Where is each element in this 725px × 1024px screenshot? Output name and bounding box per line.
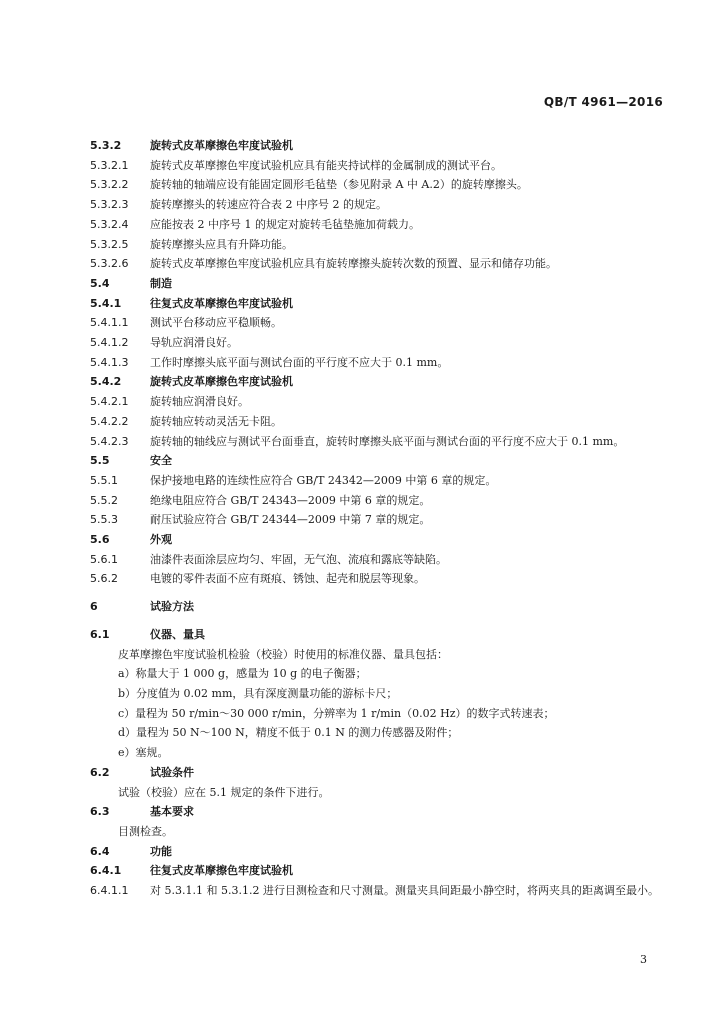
clause-text: 往复式皮革摩擦色牢度试验机 <box>150 296 293 310</box>
clause-5-4-1-3 <box>90 353 670 373</box>
clause-text: 保护接地电路的连续性应符合 GB/T 24342—2009 中第 6 章的规定。 <box>150 473 497 487</box>
clause-number: 5.3.2 <box>90 139 122 152</box>
clause-text: 仪器、量具 <box>150 627 205 641</box>
clause-text: 耐压试验应符合 GB/T 24344—2009 中第 7 章的规定。 <box>150 513 431 527</box>
paragraph-line <box>90 723 670 743</box>
clause-5-3-2-3 <box>90 195 670 215</box>
document-body <box>90 136 670 901</box>
clause-text: 旋转轴的轴线应与测试平台面垂直，旋转时摩擦头底平面与测试台面的平行度不应大于 0.1 mm。 <box>150 434 625 448</box>
clause-text: 导轨应润滑良好。 <box>150 336 238 350</box>
clause-6 <box>90 597 670 617</box>
clause-number: 6.4.1 <box>90 864 122 878</box>
clause-number: 6.4 <box>90 844 110 858</box>
clause-text: 测试平台移动应平稳顺畅。 <box>150 316 282 330</box>
clause-text: 试验条件 <box>150 765 194 779</box>
clause-number: 5.4.1.2 <box>90 336 129 350</box>
clause-text: 旋转式皮革摩擦色牢度试验机 <box>150 375 293 389</box>
clause-text: 旋转式皮革摩擦色牢度试验机 <box>150 139 293 152</box>
clause-text: 功能 <box>150 844 172 858</box>
clause-5-3-2-4 <box>90 215 670 235</box>
clause-number: 5.3.2.5 <box>90 237 129 251</box>
clause-text: 应能按表 2 中序号 1 的规定对旋转毛毡垫施加荷载力。 <box>150 217 420 231</box>
paragraph-line <box>90 822 670 842</box>
page-number: 3 <box>640 953 647 966</box>
clause-5-3-2 <box>90 136 670 156</box>
clause-text: 对 5.3.1.1 和 5.3.1.2 进行目测检查和尺寸测量。测量夹具间距最小静空时，将两夹具的距离调至最小。 <box>150 884 659 898</box>
clause-text: 旋转摩擦头的转速应符合表 2 中序号 2 的规定。 <box>150 198 387 212</box>
clause-5-4-2-1 <box>90 392 670 412</box>
paragraph-line <box>90 664 670 684</box>
clause-text: 绝缘电阻应符合 GB/T 24343—2009 中第 6 章的规定。 <box>150 493 431 507</box>
clause-number: 5.5.2 <box>90 493 118 507</box>
clause-text: 工作时摩擦头底平面与测试台面的平行度不应大于 0.1 mm。 <box>150 355 449 369</box>
paragraph-line <box>90 783 670 803</box>
clause-number: 5.3.2.3 <box>90 198 129 212</box>
standard-code-header: QB/T 4961—2016 <box>543 95 663 109</box>
clause-number: 5.3.2.1 <box>90 158 129 172</box>
clause-6-4-1-1 <box>90 881 670 901</box>
clause-text: 试验方法 <box>150 600 194 614</box>
clause-number: 5.4.2 <box>90 375 122 389</box>
clause-number: 5.4.2.3 <box>90 434 129 448</box>
clause-text: 基本要求 <box>150 805 194 819</box>
clause-5-4-2-2 <box>90 412 670 432</box>
clause-text: 皮革摩擦色牢度试验机检验（校验）时使用的标准仪器、量具包括： <box>118 647 448 661</box>
clause-6-4 <box>90 842 670 862</box>
clause-text: 电镀的零件表面不应有斑痕、锈蚀、起壳和脱层等现象。 <box>150 572 425 586</box>
clause-6-3 <box>90 802 670 822</box>
clause-text: 旋转式皮革摩擦色牢度试验机应具有旋转摩擦头旋转次数的预置、显示和储存功能。 <box>150 257 557 271</box>
clause-number: 5.4 <box>90 276 110 290</box>
clause-5-6-1 <box>90 550 670 570</box>
clause-text: 旋转式皮革摩擦色牢度试验机应具有能夹持试样的金属制成的测试平台。 <box>150 158 502 172</box>
clause-5-4-1 <box>90 294 670 314</box>
clause-5-6-2 <box>90 569 670 589</box>
paragraph-line <box>90 645 670 665</box>
clause-5-3-2-2 <box>90 175 670 195</box>
clause-6-1 <box>90 625 670 645</box>
clause-text: 旋转摩擦头应具有升降功能。 <box>150 237 293 251</box>
clause-text: b）分度值为 0.02 mm，具有深度测量功能的游标卡尺； <box>118 686 398 700</box>
clause-number: 6.2 <box>90 765 110 779</box>
clause-5-3-2-6 <box>90 254 670 274</box>
clause-5-5-2 <box>90 491 670 511</box>
clause-number: 5.4.1 <box>90 296 122 310</box>
clause-number: 5.6 <box>90 533 110 547</box>
clause-text: 外观 <box>150 533 172 547</box>
clause-number: 6.3 <box>90 805 110 819</box>
clause-number: 5.5 <box>90 454 110 468</box>
clause-number: 5.3.2.2 <box>90 178 129 192</box>
clause-5-4-2 <box>90 372 670 392</box>
clause-text: 安全 <box>150 454 172 468</box>
clause-number: 5.4.1.1 <box>90 316 129 330</box>
clause-text: 旋转轴的轴端应设有能固定圆形毛毡垫（参见附录 A 中 A.2）的旋转摩擦头。 <box>150 178 528 192</box>
clause-text: 制造 <box>150 276 172 290</box>
clause-number: 5.5.3 <box>90 513 118 527</box>
clause-number: 5.3.2.4 <box>90 217 129 231</box>
clause-number: 5.4.2.2 <box>90 414 129 428</box>
paragraph-line <box>90 743 670 763</box>
clause-text: 旋转轴应润滑良好。 <box>150 395 249 409</box>
clause-text: d）量程为 50 N～100 N，精度不低于 0.1 N 的测力传感器及附件； <box>118 726 459 740</box>
paragraph-line <box>90 684 670 704</box>
clause-number: 5.6.1 <box>90 552 118 566</box>
clause-5-5 <box>90 451 670 471</box>
paragraph-line <box>90 704 670 724</box>
clause-text: 油漆件表面涂层应均匀、牢固，无气泡、流痕和露底等缺陷。 <box>150 552 447 566</box>
clause-5-4-1-1 <box>90 313 670 333</box>
clause-6-2 <box>90 763 670 783</box>
clause-number: 5.3.2.6 <box>90 257 129 271</box>
clause-5-6 <box>90 530 670 550</box>
clause-text: 往复式皮革摩擦色牢度试验机 <box>150 864 293 878</box>
clause-number: 6.4.1.1 <box>90 884 129 898</box>
clause-number: 5.5.1 <box>90 473 118 487</box>
clause-number: 5.6.2 <box>90 572 118 586</box>
clause-6-4-1 <box>90 861 670 881</box>
clause-5-4-1-2 <box>90 333 670 353</box>
clause-number: 5.4.2.1 <box>90 395 129 409</box>
clause-text: 旋转轴应转动灵活无卡阻。 <box>150 414 282 428</box>
clause-number: 6 <box>90 600 98 614</box>
clause-number: 6.1 <box>90 627 110 641</box>
clause-5-5-1 <box>90 471 670 491</box>
clause-text: 试验（校验）应在 5.1 规定的条件下进行。 <box>118 785 330 799</box>
clause-text: 目测检查。 <box>118 824 173 838</box>
clause-5-5-3 <box>90 510 670 530</box>
clause-text: c）量程为 50 r/min～30 000 r/min，分辨率为 1 r/min（0.02 Hz）的数字式转速表； <box>118 706 555 720</box>
clause-text: a）称量大于 1 000 g，感量为 10 g 的电子衡器； <box>118 667 367 681</box>
clause-text: e）塞规。 <box>118 746 169 760</box>
clause-number: 5.4.1.3 <box>90 355 129 369</box>
clause-5-4-2-3 <box>90 432 670 452</box>
clause-5-3-2-5 <box>90 235 670 255</box>
clause-5-4 <box>90 274 670 294</box>
clause-5-3-2-1 <box>90 156 670 176</box>
